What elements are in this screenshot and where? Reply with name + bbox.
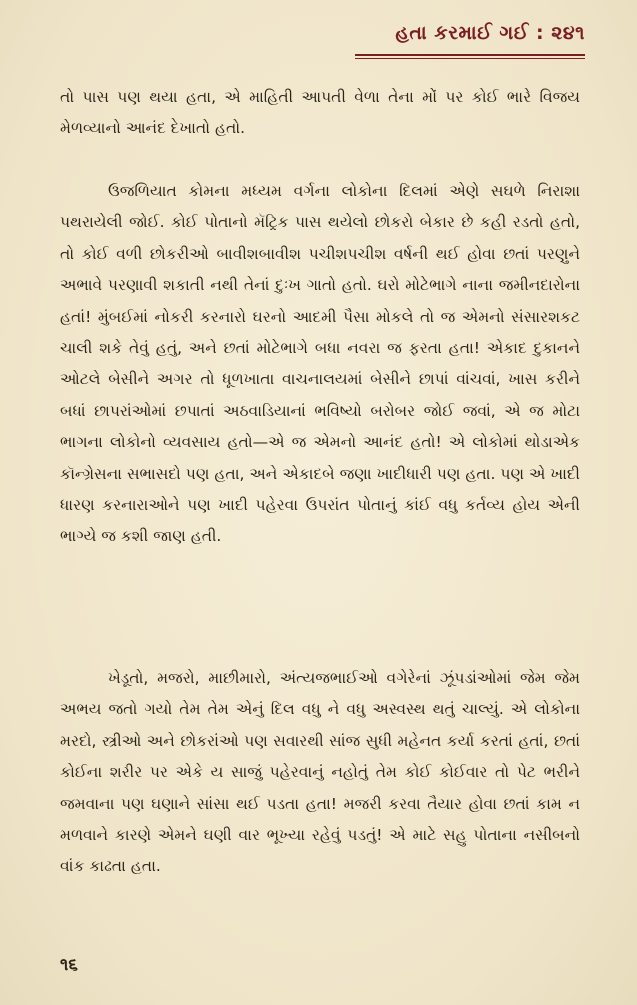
paragraph-1: તો પાસ પણ થયા હતા, એ માહિતી આપતી વેળા તેના મોં પર કોઈ ભારે વિજય મેળવ્યાનો આનંદ દેખાતો હતો. (60, 88, 580, 138)
header-underline (355, 54, 585, 56)
running-header: હતા કરમાઈ ગઈ : ૨૪૧ (395, 22, 585, 44)
page-number: ૧૬ (60, 955, 78, 975)
paragraph-2: ઉજળિયાત કોમના મધ્યમ વર્ગના લોકોના દિલમાં એણે સઘળે નિરાશા પથરાયેલી જોઈ. કોઈ પોતાનો મૅટ્રિક પાસ થયેલો છોકરો બેકાર છે કહી રડતો હતો, તો કોઈ વળી છોકરીઓ બાવીશબાવીશ પચીશપચીશ વર્ષની થઈ હોવા છતાં પરણુને અભાવે પરણાવી શકાતી નથી તેનાં દુઃખ ગાતો હતો. ઘરો મોટેભાગે નાના જમીનદારોના હતાં! મુંબઈમાં નોકરી કરનારો ઘરનો આદમી પૈસા મોકલે તો જ એમનો સંસારશકટ ચાલી શકે તેવું હતું, અને છતાં મોટેભાગે બધા નવરા જ ફરતા હતા! એકાદ દુકાનને ઓટલે બેસીને અગર તો ધૂળખાતા વાચનાલયમાં બેસીને છાપાં વાંચવાં, ખાસ કરીને બધાં છાપરાંઓમાં છપાતાં અઠવાડિયાનાં ભવિષ્યો બરોબર જોઈ જવાં, એ જ મોટા ભાગના લોકોનો વ્યવસાય હતો—એ જ એમનો આનંદ હતો! એ લોકોમાં થોડાએક કૉન્ગ્રેસના સભાસદો પણ હતા, અને એકાદબે જણા ખાદીધારી પણ હતા. પણ એ ખાદી ધારણ કરનારાઓને પણ ખાદી પહેરવા ઉપરાંત પોતાનું કાંઈ વધુ કર્તવ્ય હોય એની ભાગ્યે જ કશી જાણ હતી. (60, 182, 580, 546)
paragraph-3: ખેડૂતો, મજરો, માછીમારો, અંત્યજભાઈઓ વગેરેનાં ઝૂંપડાંઓમાં જેમ જેમ અભય જતો ગયો તેમ તેમ એનું દિલ વધુ ને વધુ અસ્વસ્થ થતું ચાલ્યું. એ લોકોના મરદો, સ્ત્રીઓ અને છોકરાંઓ પણ સવારથી સાંજ સુધી મહેનત કર્યા કરતાં હતાં, છતાં કોઈના શરીર પર એકે ય સાજું પહેરવાનું નહોતું તેમ કોઈ કોઈવાર તો પેટ ભરીને જમવાના પણ ઘણાને સાંસા થઈ પડતા હતા! મજરી કરવા તૈયાર હોવા છતાં કામ ન મળવાને કારણે એમને ઘણી વાર ભૂખ્યા રહેવું પડતું! એ માટે સહુ પોતાના નસીબનો વાંક કાઢતા હતા. (60, 669, 580, 876)
header-underline-secondary (355, 58, 585, 59)
